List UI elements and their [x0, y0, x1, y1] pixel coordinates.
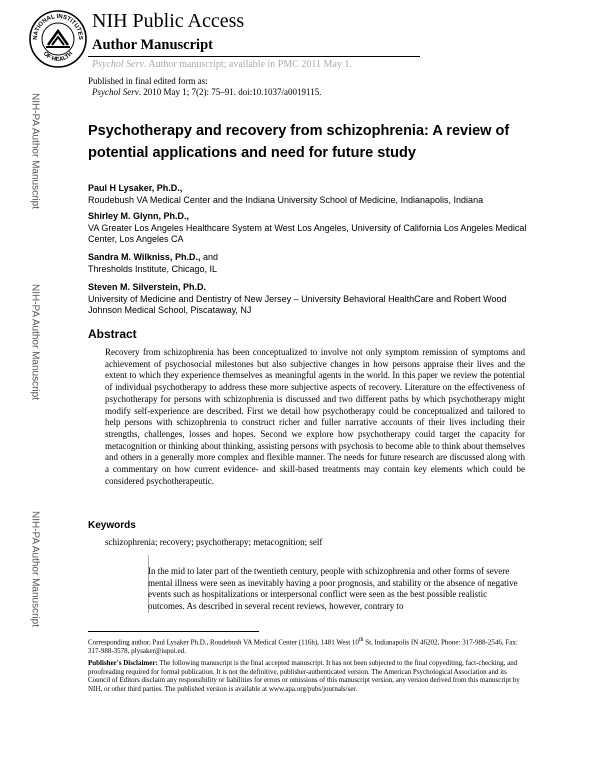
citation-details: . 2010 May 1; 7(2): 75–91. doi:10.1037/a0019115. [138, 87, 322, 97]
header-rule [88, 56, 420, 57]
sidebar-label-2: NIH-PA Author Manuscript [29, 284, 41, 400]
footnote-rule [88, 631, 259, 632]
sidebar-label-1: NIH-PA Author Manuscript [29, 93, 41, 209]
author-affiliation: University of Medicine and Dentistry of New Jersey – University Behavioral HealthCare and Robert Wood Johnson Medical School, Piscataway, NJ [88, 294, 507, 315]
keywords-text: schizophrenia; recovery; psychotherapy; metacognition; self [105, 537, 323, 547]
header-subtitle: Author Manuscript [92, 37, 213, 53]
keywords-heading: Keywords [88, 520, 136, 531]
author-name: Sandra M. Wilkniss, Ph.D., and [88, 252, 218, 262]
publisher-disclaimer [88, 659, 523, 694]
header-journal-line [92, 59, 352, 71]
header-journal-rest: . Author manuscript; available in PMC 2011 May 1. [143, 59, 352, 70]
author-name: Paul H Lysaker, Ph.D., [88, 183, 183, 193]
body-paragraph: In the mid to later part of the twentieth century, people with schizophrenia and other forms of severe mental illness were seen as inevitably having a poor prognosis, and stability or the absence of negative events such as hospitalizations or interpersonal conflict were seen as the best possible realistic outcomes. As described in several recent reviews, however, contrary to [148, 566, 518, 611]
sidebar-label-3: NIH-PA Author Manuscript [29, 511, 41, 627]
author-affiliation: Roudebush VA Medical Center and the Indiana University School of Medicine, Indianapolis, Indiana [88, 195, 484, 205]
svg-text:NATIONAL INSTITUTES: NATIONAL INSTITUTES [32, 13, 84, 41]
svg-text:OF HEALTH: OF HEALTH [41, 50, 75, 64]
corresponding-author-footnote: Corresponding author, Paul Lysaker Ph.D., Roudebush VA Medical Center (116h), 1481 West 10th St, Indianapolis IN 46202, Phone: 317-988-2546, Fax: 317-988-3578, plysaker@iupui.ed. [88, 637, 518, 655]
published-line: Published in final edited form as: [88, 76, 208, 86]
author-affiliation: Thresholds Institute, Chicago, IL [88, 264, 218, 274]
abstract-heading: Abstract [88, 327, 137, 341]
citation-journal: Psychol Serv [92, 87, 139, 97]
abstract-text: Recovery from schizophrenia has been conceptualized to involve not only symptom remission of symptoms and achievement of psychosocial milestones but also subjective changes in how persons appraise their lives and the extent to which they experience themselves as meaningful agents in the world. In this paper we review the potential of individual psychotherapy to address these more subjective aspects of recovery. Literature on the effectiveness of psychotherapy for persons with schizophrenia is discussed and two different paths by which psychotherapy might modify self-experience are described. First we detail how psychotherapy could be conceptualized and tailored to help persons with schizophrenia to construct richer and fuller narrative accounts of their lives including their strengths, challenges, losses and hopes. Second we explore how psychotherapy could target the capacity for metacognition or thinking about thinking, assisting persons with psychosis to become able to think about themselves and others in a generally more complex and flexible manner. The needs for future research are discussed along with a commentary on how current evidence- and skill-based treatments may contain key elements which could be considered psychotherapeutic. [105, 347, 525, 486]
header-journal-name: Psychol Serv [92, 59, 144, 70]
author-name: Steven M. Silverstein, Ph.D. [88, 282, 207, 292]
author-affiliation: VA Greater Los Angeles Healthcare System at West Los Angeles, University of California Los Angeles Medical Center, Los Angeles CA [88, 223, 527, 244]
nih-logo [28, 9, 88, 69]
disclaimer-label: Publisher's Disclaimer: [88, 659, 158, 667]
citation-line [92, 87, 321, 98]
header-title: NIH Public Access [92, 10, 245, 32]
disclaimer-text: The following manuscript is the final accepted manuscript. It has not been subjected to the final copyediting, fact-checking, and proofreading required for formal publication. It is not the definitive, publisher-authenticated version. The American Psychological Association and its Council of Editors disclaim any responsibility or liabilities for errors or omissions of this manuscript version, any version derived from this manuscript by NIH, or other third parties. The published version is available at www.apa.org/pubs/journals/ser. [88, 659, 520, 694]
article-title: Psychotherapy and recovery from schizophrenia: A review of potential applications and need for future study [88, 123, 510, 161]
author-name: Shirley M. Glynn, Ph.D., [88, 211, 190, 221]
